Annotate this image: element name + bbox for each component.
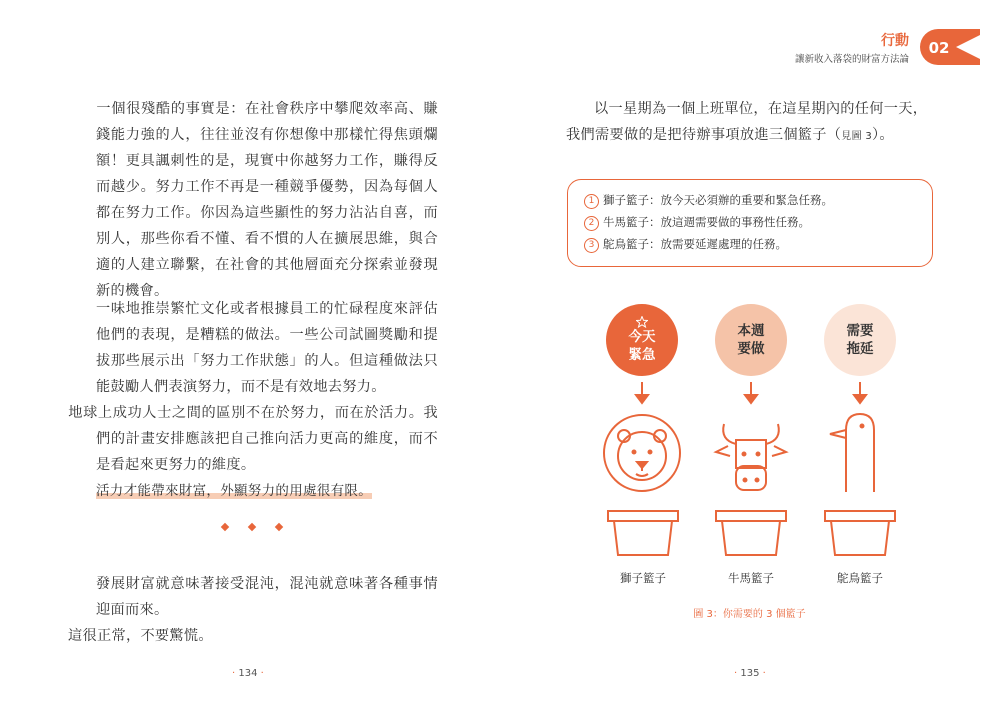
paragraph: 發展財富就意味著接受混沌，混沌就意味著各種事情迎面而來。 (96, 576, 438, 618)
definition-item: 1 獅子籃子：放今天必須辦的重要和緊急任務。 (584, 192, 833, 209)
down-arrow-icon (636, 382, 648, 403)
paragraph-block-3 (68, 571, 438, 649)
this-week-circle: 本週 要做 (715, 304, 787, 376)
paragraph: 一味地推崇繁忙文化或者根據員工的忙碌程度來評估他們的表現，是糟糕的做法。一些公司試圖獎勵和提拔那些展示出「努力工作狀態」的人。但這種做法只能鼓勵人們表演努力，而不是有效地去努力。 (96, 301, 438, 395)
ostrich-icon (830, 414, 874, 492)
paragraph: 這很正常，不要驚慌。 (68, 628, 213, 644)
running-header-title: 行動 (881, 33, 909, 49)
lion-icon (604, 415, 680, 491)
intro-paragraph: 以一星期為一個上班單位，在這星期內的任何一天，我們需要做的是把待辦事項放進三個籃子（見圖 3）。 (566, 101, 928, 143)
paragraph-block-2 (68, 296, 438, 504)
urgent-today-circle: 今天 緊急 (606, 304, 678, 376)
running-header-subtitle: 讓新收入落袋的財富方法論 (794, 54, 909, 65)
basket-icon (716, 511, 786, 555)
diamond-icon (275, 523, 283, 531)
section-divider (222, 524, 282, 530)
page-number: · 134 · (232, 668, 264, 679)
basket-label-ostrich: 鴕鳥籃子 (837, 571, 883, 585)
figure-reference: 見圖 3 (841, 131, 873, 142)
chapter-number: 02 (928, 39, 950, 57)
right-page (500, 0, 999, 709)
basket-icon (608, 511, 678, 555)
paragraph: 一個很殘酷的事實是：在社會秩序中攀爬效率高、賺錢能力強的人，往往並沒有你想像中那樣忙得焦頭爛額！更具諷刺性的是，現實中你越努力工作，賺得反而越少。努力工作不再是一種競爭優勢，因為每個人都在努力工作。你因為這些顯性的努力沾沾自喜，而別人，那些你看不懂、看不慣的人在擴展思維，與合適的人建立聯繫，在社會的其他層面充分探索並發現新的機會。 (96, 101, 438, 299)
down-arrow-icon (745, 382, 757, 403)
page-number: · 135 · (734, 668, 766, 679)
paragraph: 地球上成功人士之間的區別不在於努力，而在於活力。我們的計畫安排應該把自己推向活力更高的維度，而不是看起來更努力的維度。 (68, 405, 438, 473)
baskets-illustration (500, 0, 999, 709)
postpone-circle: 需要 拖延 (824, 304, 896, 376)
figure-caption: 圖 3：你需要的 3 個籃子 (693, 609, 806, 620)
basket-label-lion: 獅子籃子 (620, 571, 666, 585)
basket-icon (825, 511, 895, 555)
diamond-icon (248, 523, 256, 531)
basket-label-ox: 牛馬籃子 (728, 571, 774, 585)
diamond-icon (221, 523, 229, 531)
down-arrow-icon (854, 382, 866, 403)
highlight-sentence: 活力才能帶來財富，外顯努力的用處很有限。 (96, 483, 372, 499)
definition-item: 2 牛馬籃子：放這週需要做的事務性任務。 (584, 214, 810, 231)
paragraph-block-1 (96, 96, 438, 304)
cow-icon (716, 424, 786, 490)
definition-item: 3 鴕鳥籃子：放需要延遲處理的任務。 (584, 236, 787, 253)
left-page (0, 0, 499, 709)
